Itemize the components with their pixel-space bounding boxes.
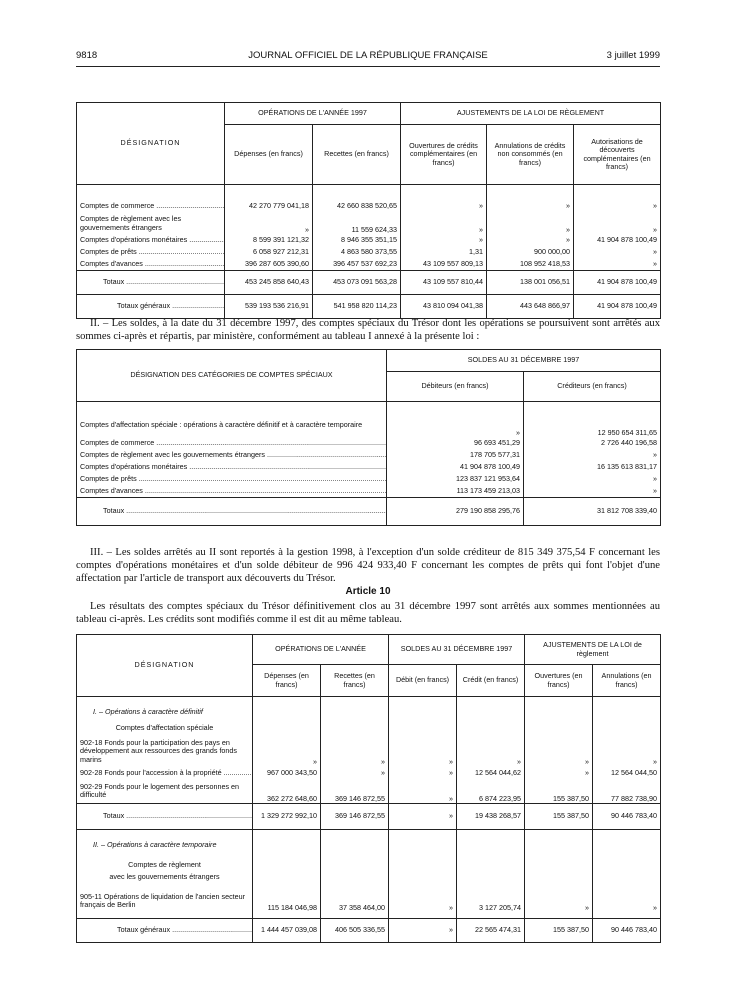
section-title-temporaire: II. – Opérations à caractère temporaire [77, 830, 253, 860]
table-row: Comptes d'affectation spéciale : opérations à caractère définitif et à caractère temporaire » 12 950 654 311,65 [77, 414, 661, 438]
subtitle-affectation: Comptes d'affectation spéciale [77, 721, 253, 737]
table-row: Comptes d'opérations monétaires ..... 41 904 878 100,49 16 135 613 831,17 [77, 462, 661, 474]
col-annulations: Annulations de crédits non consommés (en francs) [487, 125, 574, 185]
table-row: 902-28 Fonds pour l'accession à la propriété ..... 967 000 343,50 » » 12 564 044,62 » 12 564 044,50 [77, 767, 661, 780]
table-operations-1997 [76, 102, 661, 319]
header-rule [76, 66, 660, 67]
totaux-row: Totaux ..... 1 329 272 992,10 369 146 872,55 » 19 438 268,57 155 387,50 90 446 783,40 [77, 804, 661, 830]
designation-header: DÉSIGNATION [77, 103, 225, 185]
table-soldes [76, 349, 661, 526]
col-debit: Débit (en francs) [389, 665, 457, 697]
journal-title: JOURNAL OFFICIEL DE LA RÉPUBLIQUE FRANÇAISE [248, 50, 488, 61]
section-row [77, 830, 661, 860]
totaux-row: Totaux ..... 279 190 858 295,76 31 812 708 339,40 [77, 498, 661, 526]
section-row [77, 705, 661, 721]
subtitle-row [77, 721, 661, 737]
paragraph-iii: III. – Les soldes arrêtés au II sont reportés à la gestion 1998, à l'exception d'un solde créditeur de 815 349 375,54 F concernant les comptes d'opérations monétaires et d'un solde débiteur de 996 424 933,40 F concernant les comptes de prêts qui font l'objet d'une affectation par l'article de transport aux découverts du Trésor. [76, 547, 660, 584]
section-title-definitif: I. – Opérations à caractère définitif [77, 705, 253, 721]
table-row: Comptes de commerce ..... 96 693 451,29 2 726 440 196,58 [77, 438, 661, 450]
col-crediteurs: Créditeurs (en francs) [524, 372, 661, 402]
table-comptes-clos [76, 634, 661, 943]
paragraph-article-10: Les résultats des comptes spéciaux du Trésor définitivement clos au 31 décembre 1997 sont arrêtés aux sommes mentionnées au tableau ci-après. Les crédits sont modifiés comme il est dit au même tableau. [76, 601, 660, 625]
table-row: Comptes de règlement avec les gouvernements étrangers ..... 178 705 577,31 » [77, 450, 661, 462]
col-annulations: Annulations (en francs) [593, 665, 661, 697]
table-row: Comptes d'avances ..... 396 287 605 390,60 396 457 537 692,23 43 109 557 809,13 108 952 418,53 » [77, 259, 661, 271]
group-header-soldes: SOLDES AU 31 DÉCEMBRE 1997 [389, 635, 525, 665]
col-autorisations: Autorisations de découverts complémentaires (en francs) [574, 125, 661, 185]
table-row: 902-29 Fonds pour le logement des personnes en difficulté 362 272 648,60 369 146 872,55 » 6 874 223,95 155 387,50 77 882 738,90 [77, 780, 661, 804]
group-header-ajustements: AJUSTEMENTS DE LA LOI de règlement [525, 635, 661, 665]
col-credit: Crédit (en francs) [457, 665, 525, 697]
publication-date: 3 juillet 1999 [606, 50, 660, 61]
group-header-operations: OPÉRATIONS DE L'ANNÉE 1997 [225, 103, 401, 125]
designation-categories-header: DÉSIGNATION DES CATÉGORIES DE COMPTES SPÉCIAUX [77, 350, 387, 402]
group-header-ajustements: AJUSTEMENTS DE LA LOI DE RÈGLEMENT [401, 103, 661, 125]
table-row: Comptes de prêts ..... 6 058 927 212,31 4 863 580 373,55 1,31 900 000,00 » [77, 247, 661, 259]
col-recettes: Recettes (en francs) [321, 665, 389, 697]
page-number: 9818 [76, 50, 98, 61]
table-row: Comptes de commerce ..... 42 270 779 041,18 42 660 838 520,65 » » » [77, 201, 661, 213]
table-row: Comptes de règlement avec les gouvernements étrangers » 11 559 624,33 » » » [77, 213, 661, 235]
col-recettes: Recettes (en francs) [313, 125, 401, 185]
group-header-operations: OPÉRATIONS DE L'ANNÉE [253, 635, 389, 665]
col-debiteurs: Débiteurs (en francs) [387, 372, 524, 402]
col-ouvertures: Ouvertures (en francs) [525, 665, 593, 697]
group-header-soldes: SOLDES AU 31 DÉCEMBRE 1997 [387, 350, 661, 372]
table-row: 905-11 Opérations de liquidation de l'ancien secteur français de Berlin 115 184 046,98 37 358 464,00 » 3 127 205,74 » » [77, 885, 661, 919]
totaux-generaux-row: Totaux généraux ..... 539 193 536 216,91 541 958 820 114,23 43 810 094 041,38 443 648 866,97 41 904 878 100,49 [77, 295, 661, 319]
table-row: 902-18 Fonds pour la participation des pays en développement aux ressources des grands fonds marins » » » » » » [77, 737, 661, 767]
table-row: Comptes de prêts ..... 123 837 121 953,64 » [77, 474, 661, 486]
col-depenses: Dépenses (en francs) [225, 125, 313, 185]
col-depenses: Dépenses (en francs) [253, 665, 321, 697]
paragraph-ii: II. – Les soldes, à la date du 31 décembre 1997, des comptes spéciaux du Trésor dont les opérations se poursuivent sont arrêtés aux sommes ci-après et répartis, par ministère, conformément au tableau I annexé à la présente loi : [76, 318, 660, 342]
totaux-generaux-row: Totaux généraux ..... 1 444 457 039,08 406 505 336,55 » 22 565 474,31 155 387,50 90 446 783,40 [77, 919, 661, 943]
subtitle-row [77, 860, 661, 871]
table-row: Comptes d'opérations monétaires ..... 8 599 391 121,32 8 946 355 351,15 » » 41 904 878 100,49 [77, 235, 661, 247]
col-ouvertures: Ouvertures de crédits complémentaires (en francs) [401, 125, 487, 185]
designation-header: DÉSIGNATION [77, 635, 253, 697]
subtitle-reglement: Comptes de règlement [77, 860, 253, 871]
subtitle-gouvernements: avec les gouvernements étrangers [77, 871, 253, 885]
article-title: Article 10 [345, 586, 391, 597]
totaux-row: Totaux ..... 453 245 858 640,43 453 073 091 563,28 43 109 557 810,44 138 001 056,51 41 904 878 100,49 [77, 271, 661, 295]
subtitle-row [77, 871, 661, 885]
page-header [76, 50, 660, 64]
table-row: Comptes d'avances ..... 113 173 459 213,03 » [77, 486, 661, 498]
